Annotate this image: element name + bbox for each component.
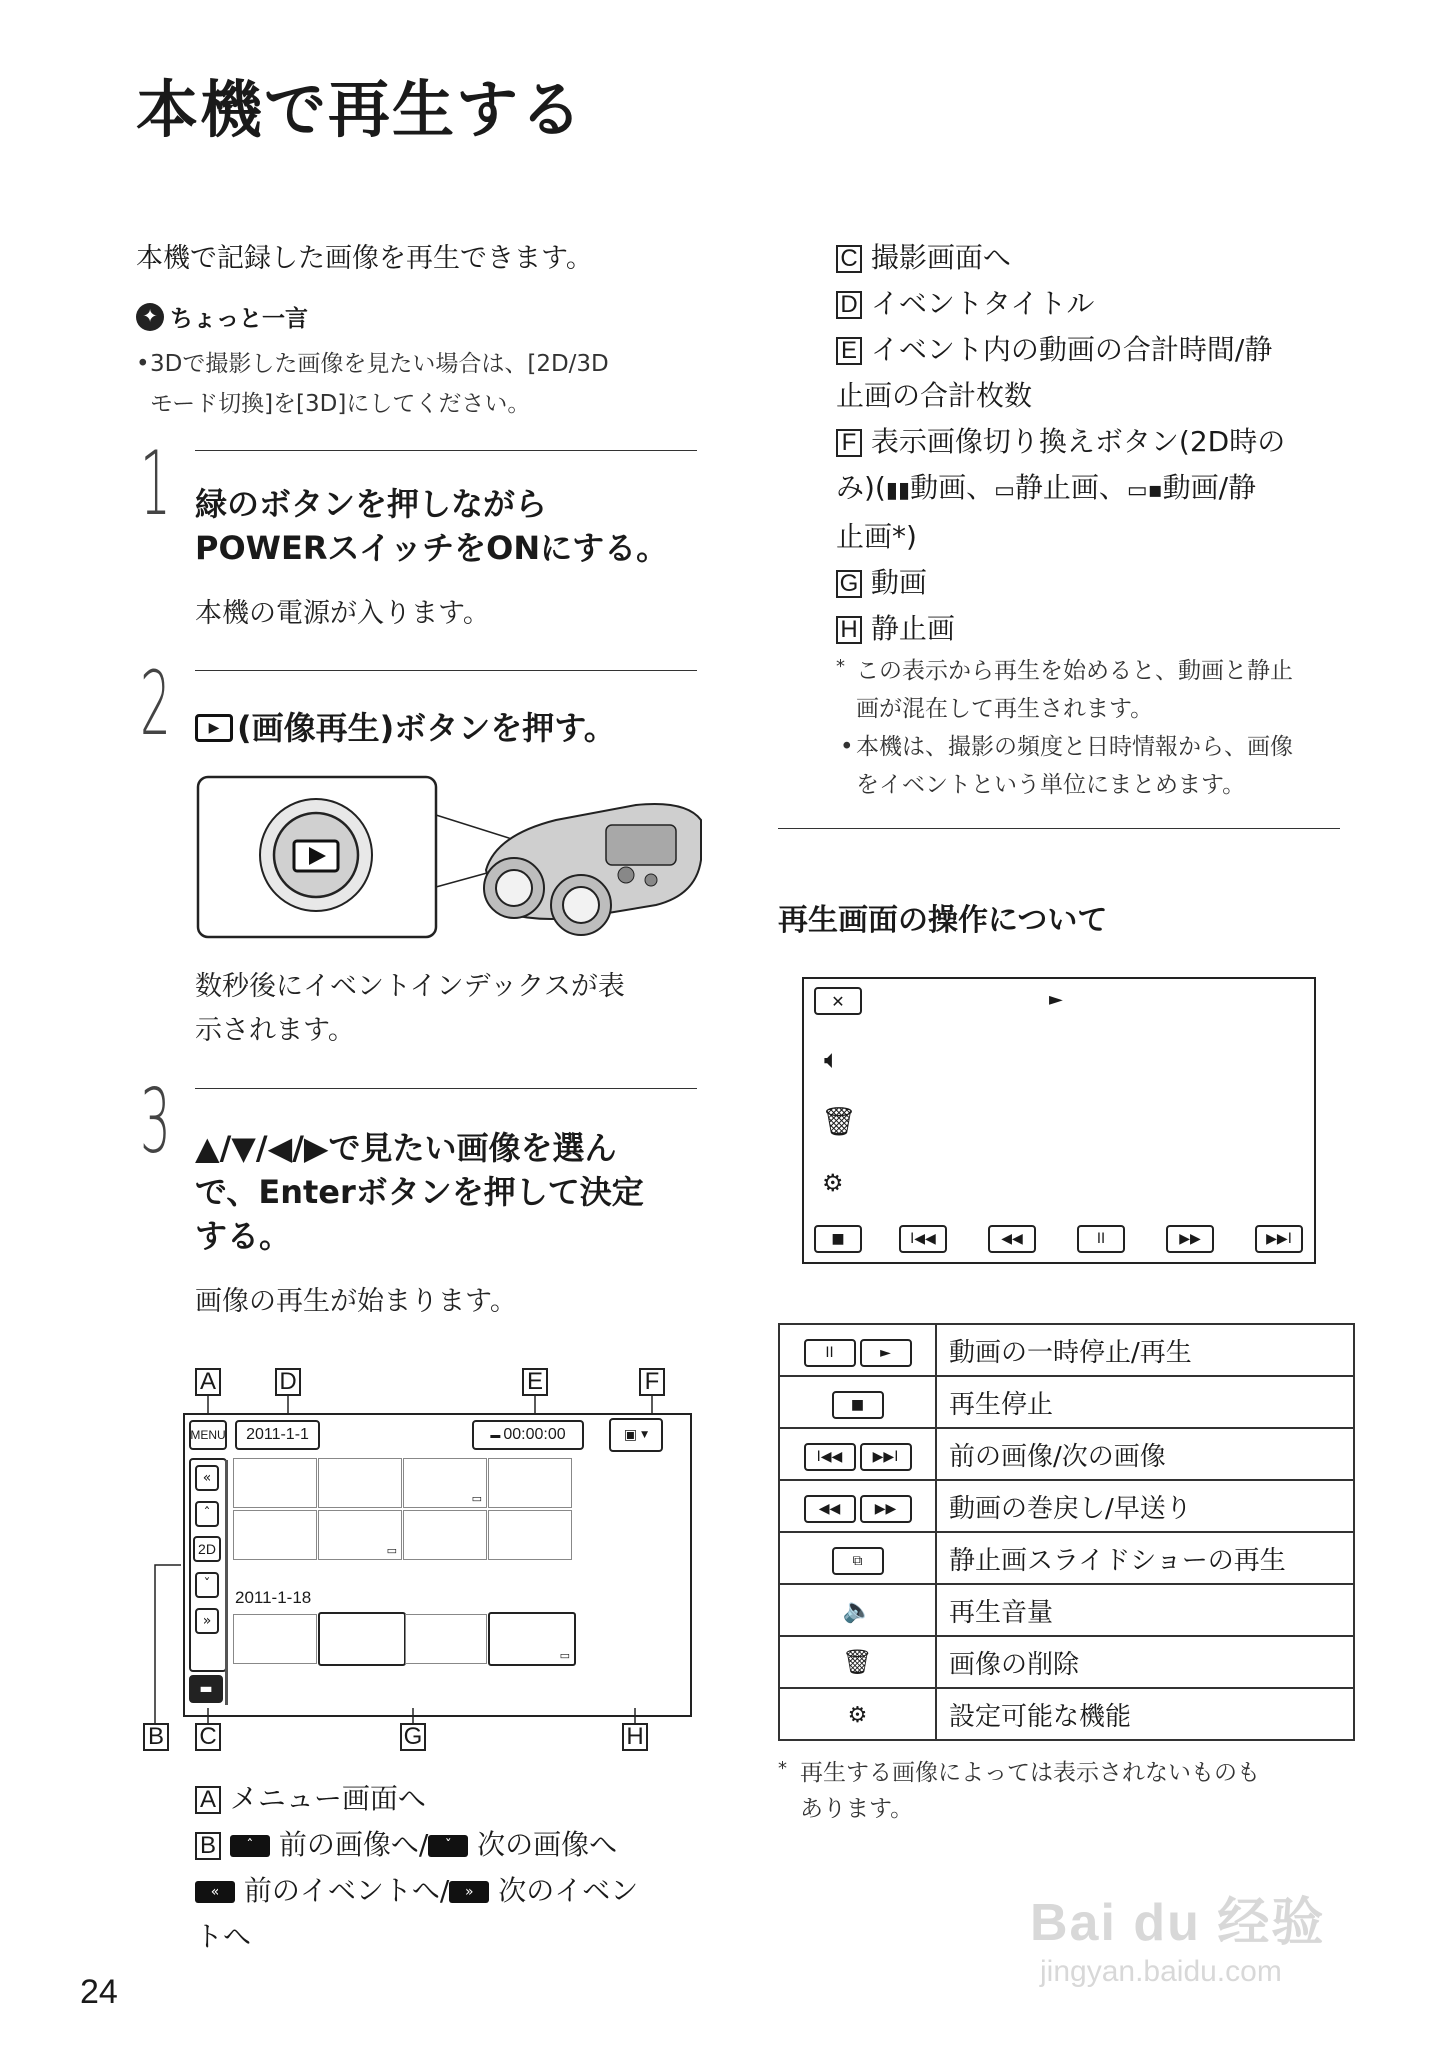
- step-2-body-line1: 数秒後にイベントインデックスが表: [195, 971, 625, 1002]
- step-number: 1: [140, 432, 171, 535]
- prev-event-button[interactable]: «: [195, 1465, 219, 1491]
- legend-f-text-1: 表示画像切り換えボタン(2D時の: [870, 425, 1286, 458]
- event-date-title-2: 2011-1-18: [235, 1588, 312, 1607]
- label-d: D: [275, 1368, 301, 1396]
- step-3-heading: [195, 1126, 715, 1258]
- camera-drawing: [196, 775, 706, 945]
- playback-screen: [802, 977, 1316, 1264]
- watermark-url: jingyan.baidu.com: [1040, 1955, 1282, 1988]
- photo-movie-icon: ▭▪: [1126, 478, 1163, 503]
- footnote-line2: あります。: [800, 1796, 914, 1822]
- fast-forward-key: ▶▶: [860, 1495, 912, 1523]
- trash-key: 🗑: [842, 1648, 873, 1676]
- legend-c: [836, 235, 1356, 281]
- close-button[interactable]: ✕: [814, 987, 862, 1015]
- label-h: H: [836, 616, 862, 644]
- thumbnail-photo[interactable]: [488, 1612, 576, 1666]
- film-icon: ▮▮: [885, 478, 911, 503]
- legend-e-text-2: 止画の合計枚数: [836, 379, 1033, 412]
- watermark-logo: Bai du 经验: [1030, 1894, 1326, 1952]
- label-f: F: [639, 1368, 665, 1396]
- legend-a-text: メニュー画面へ: [229, 1782, 426, 1815]
- lightbulb-icon: ✦: [136, 303, 164, 331]
- label-e: E: [522, 1368, 548, 1396]
- label-c: C: [836, 245, 862, 273]
- legend-g-text: 動画: [870, 566, 927, 599]
- prev-image-button[interactable]: ˆ: [195, 1501, 219, 1527]
- thumbnail[interactable]: [403, 1510, 487, 1560]
- label-d: D: [836, 291, 862, 319]
- row-desc: 設定可能な機能: [936, 1688, 1354, 1740]
- step-number: 3: [140, 1070, 171, 1173]
- hint-line-2: モード切換]を[3D]にしてください。: [150, 391, 531, 417]
- step-3-heading-line3: する。: [195, 1217, 292, 1255]
- table-row: [779, 1532, 1354, 1584]
- thumbnail[interactable]: [488, 1458, 572, 1508]
- play-key: ►: [860, 1339, 912, 1367]
- row-desc: 前の画像/次の画像: [936, 1428, 1354, 1480]
- double-chevron-down-icon: »: [449, 1881, 489, 1903]
- volume-key: 🔈: [842, 1596, 873, 1624]
- fast-forward-button[interactable]: ▶▶: [1166, 1225, 1214, 1253]
- label-g: G: [400, 1723, 426, 1751]
- legend-b-next-event-1: 次のイベン: [498, 1874, 639, 1907]
- volume-icon[interactable]: 🔈︎: [824, 1045, 840, 1075]
- operations-table: [778, 1323, 1355, 1741]
- row-desc: 静止画スライドショーの再生: [936, 1532, 1354, 1584]
- label-h: H: [622, 1723, 648, 1751]
- photo-icon: ▭: [386, 1544, 397, 1557]
- asterisk-icon: *: [836, 656, 845, 677]
- display-switch-button[interactable]: [609, 1418, 663, 1452]
- photo-icon: ▭: [559, 1649, 570, 1662]
- divider: [195, 670, 697, 671]
- legend-a: [195, 1776, 715, 1822]
- table-row: [779, 1324, 1354, 1376]
- legend-f-text-3: 止画*): [836, 520, 917, 553]
- double-chevron-up-icon: «: [195, 1881, 235, 1903]
- note-bullet: [836, 728, 1356, 804]
- note-bullet-line2: をイベントという単位にまとめます。: [856, 772, 1246, 798]
- step-3-heading-line1: ▲/▼/◀/▶で見たい画像を選ん: [195, 1129, 617, 1167]
- event-index-diagram: [135, 1368, 705, 1763]
- legend-b-next-event-2: トへ: [195, 1920, 252, 1953]
- footnote-line1: 再生する画像によっては表示されないものも: [800, 1760, 1260, 1786]
- legend-b: [195, 1822, 715, 1868]
- rewind-button[interactable]: ◀◀: [988, 1225, 1036, 1253]
- legend-g: [836, 560, 1356, 606]
- thumbnail[interactable]: [405, 1614, 487, 1664]
- legend-f-text-2b: 動画、: [910, 471, 995, 504]
- play-indicator-icon: ►: [1049, 989, 1063, 1010]
- chevron-down-icon: ˇ: [428, 1835, 468, 1857]
- legend-b-prev-event: 前のイベントへ/: [243, 1874, 450, 1907]
- next-key: ▶▶I: [860, 1443, 912, 1471]
- pause-key: II: [804, 1339, 856, 1367]
- photo-icon: ▭: [471, 1492, 482, 1505]
- table-row: [779, 1688, 1354, 1740]
- playback-heading: 再生画面の操作について: [778, 903, 1108, 938]
- legend-f-text-2c: 静止画、: [1014, 471, 1127, 504]
- dropdown-arrow-icon: ▼: [641, 1430, 649, 1440]
- thumbnail[interactable]: [318, 1510, 402, 1560]
- thumbnail[interactable]: [233, 1510, 317, 1560]
- step-3-heading-line2: で、Enterボタンを押して決定: [195, 1173, 644, 1211]
- thumbnail[interactable]: [318, 1458, 402, 1508]
- legend-e-text-1: イベント内の動画の合計時間/静: [870, 333, 1273, 366]
- previous-button[interactable]: I◀◀: [899, 1225, 947, 1253]
- legend-d: [836, 281, 1356, 327]
- table-row: [779, 1428, 1354, 1480]
- hint-body: [136, 344, 710, 424]
- table-row: [779, 1584, 1354, 1636]
- label-b: B: [195, 1832, 221, 1860]
- legend-b-events: [195, 1868, 715, 1914]
- stop-button[interactable]: ■: [814, 1225, 862, 1253]
- next-image-button[interactable]: ˇ: [195, 1572, 219, 1598]
- camera-illustration: [196, 775, 706, 945]
- step-1-heading-line2: POWERスイッチをONにする。: [195, 529, 669, 567]
- footnote: [778, 1755, 1360, 1827]
- step-2-body-line2: 示されます。: [195, 1015, 355, 1046]
- label-c: C: [195, 1723, 221, 1751]
- settings-key: ⚙: [847, 1703, 868, 1728]
- step-2-heading: [195, 706, 616, 750]
- right-legend: [836, 235, 1356, 804]
- event-date-title: 2011-1-1: [235, 1420, 320, 1450]
- legend-f-line2: [836, 465, 1356, 514]
- playback-button-icon: ▶: [195, 714, 233, 742]
- mode-2d-button[interactable]: 2D: [193, 1536, 221, 1562]
- label-b: B: [143, 1723, 169, 1751]
- legend-d-text: イベントタイトル: [870, 287, 1095, 320]
- event-total-time: [472, 1420, 584, 1450]
- table-row: [779, 1376, 1354, 1428]
- hint-heading: [136, 300, 308, 333]
- step-number: 2: [140, 652, 171, 755]
- chevron-up-icon: ˆ: [230, 1835, 270, 1857]
- trash-icon[interactable]: 🗑︎: [821, 1105, 857, 1138]
- step-2-heading-text: (画像再生)ボタンを押す。: [237, 709, 616, 747]
- record-screen-button[interactable]: ▬: [189, 1675, 223, 1703]
- divider: [195, 450, 697, 451]
- hint-heading-text: ちょっと一言: [170, 306, 308, 332]
- legend-h-text: 静止画: [870, 612, 955, 645]
- next-event-button[interactable]: »: [195, 1608, 219, 1634]
- page-title: 本機で再生する: [136, 73, 585, 146]
- legend-e: [836, 327, 1356, 373]
- legend-f-text-2a: み)(: [836, 471, 886, 504]
- slideshow-key: ⧉: [832, 1547, 884, 1575]
- film-icon: ▬: [490, 1429, 501, 1441]
- pause-button[interactable]: II: [1077, 1225, 1125, 1253]
- legend-b-next: 次の画像へ: [477, 1828, 618, 1861]
- label-e: E: [836, 337, 862, 365]
- note-star-line1: この表示から再生を始めると、動画と静止: [856, 658, 1293, 684]
- thumbnail[interactable]: [403, 1458, 487, 1508]
- legend-f-text-2d: 動画/静: [1162, 471, 1257, 504]
- thumbnail[interactable]: [233, 1458, 317, 1508]
- hint-line-1: 3Dで撮影した画像を見たい場合は、[2D/3D: [150, 351, 609, 377]
- row-desc: 画像の削除: [936, 1636, 1354, 1688]
- thumbnail-movie[interactable]: [318, 1612, 406, 1666]
- prev-key: I◀◀: [804, 1443, 856, 1471]
- step-3-body: 画像の再生が始まります。: [195, 1286, 517, 1317]
- step-1-heading-line1: 緑のボタンを押しながら: [195, 485, 548, 523]
- step-2-body: [195, 965, 625, 1053]
- label-f: F: [836, 429, 862, 457]
- row-desc: 再生停止: [936, 1376, 1354, 1428]
- intro-text: 本機で記録した画像を再生できます。: [136, 243, 593, 274]
- event-total-time-value: 00:00:00: [503, 1426, 566, 1443]
- thumbnail[interactable]: [233, 1614, 317, 1664]
- photo-icon: ▭: [994, 478, 1015, 503]
- bullet-icon: •: [840, 734, 854, 760]
- table-row: [779, 1480, 1354, 1532]
- label-g: G: [836, 570, 862, 598]
- note-star: [836, 652, 1356, 728]
- divider: [195, 1088, 697, 1089]
- label-a: A: [195, 1368, 221, 1396]
- next-button[interactable]: ▶▶I: [1255, 1225, 1303, 1253]
- menu-button[interactable]: MENU: [189, 1420, 227, 1450]
- note-bullet-line1: 本機は、撮影の頻度と日時情報から、画像: [856, 734, 1293, 760]
- rewind-key: ◀◀: [804, 1495, 856, 1523]
- left-legend: [195, 1776, 715, 1960]
- label-a: A: [195, 1786, 221, 1814]
- row-desc: 動画の一時停止/再生: [936, 1324, 1354, 1376]
- settings-icon[interactable]: ⚙︎: [822, 1169, 844, 1197]
- legend-c-text: 撮影画面へ: [870, 241, 1011, 274]
- row-desc: 動画の巻戻し/早送り: [936, 1480, 1354, 1532]
- bullet-icon: •: [136, 351, 150, 377]
- legend-b-prev: 前の画像へ/: [278, 1828, 429, 1861]
- page-number: 24: [80, 1973, 118, 2011]
- step-1-heading: [195, 482, 715, 570]
- thumbnail[interactable]: [488, 1510, 572, 1560]
- asterisk-icon: *: [778, 1758, 787, 1779]
- row-desc: 再生音量: [936, 1584, 1354, 1636]
- note-star-line2: 画が混在して再生されます。: [856, 696, 1154, 722]
- step-1-body: 本機の電源が入ります。: [195, 598, 490, 629]
- stop-key: ■: [832, 1391, 884, 1419]
- section-divider: [778, 828, 1340, 829]
- image-switch-icon: ▣: [623, 1427, 638, 1443]
- table-row: [779, 1636, 1354, 1688]
- legend-h: [836, 606, 1356, 652]
- legend-f: [836, 419, 1356, 465]
